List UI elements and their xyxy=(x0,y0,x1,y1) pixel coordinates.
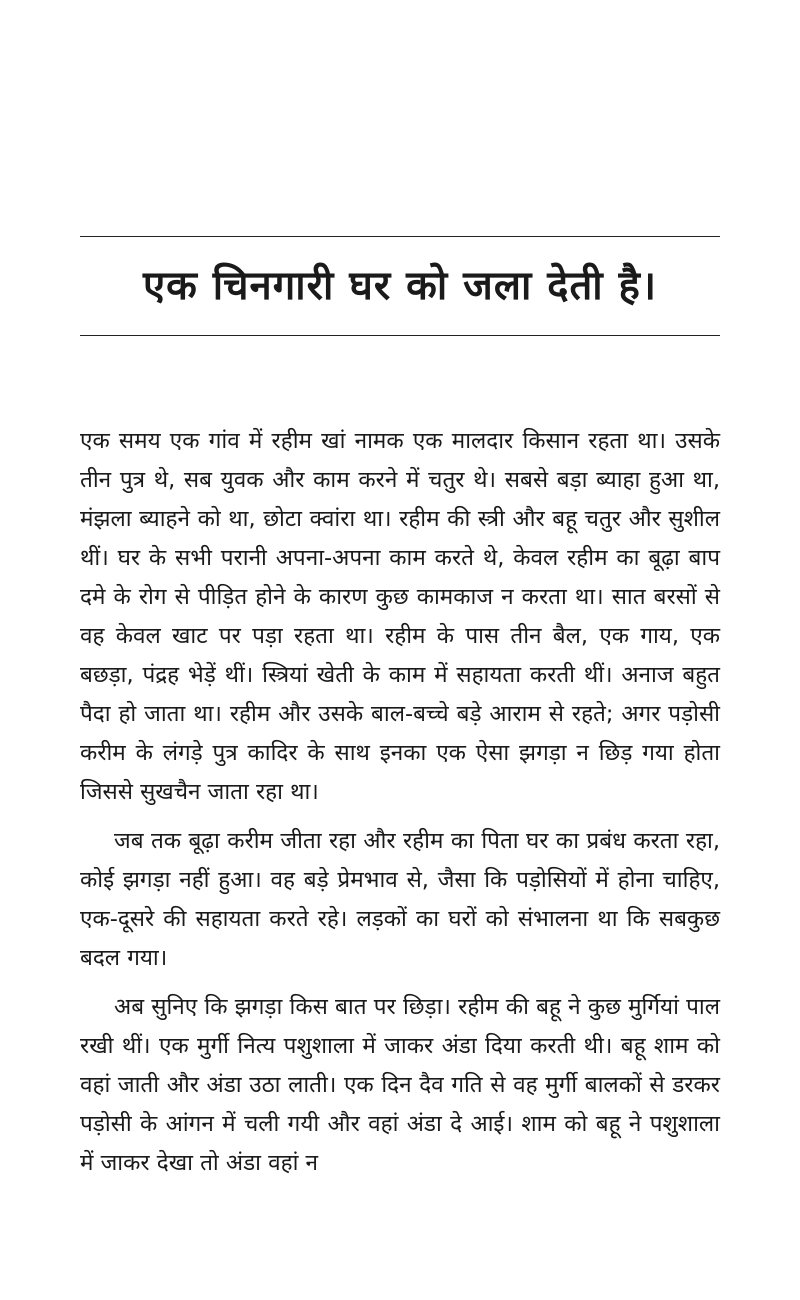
chapter-title: एक चिनगारी घर को जला देती है। xyxy=(143,263,657,309)
paragraph-1: एक समय एक गांव में रहीम खां नामक एक मालदार किसान रहता था। उसके तीन पुत्र थे, सब युवक और काम करने में चतुर थे। सबसे बड़ा ब्याहा हुआ था, मंझला ब्याहने को था, छोटा क्वांरा था। रहीम की स्त्री और बहू चतुर और सुशील थीं। घर के सभी परानी अपना-अपना काम करते थे, केवल रहीम का बूढ़ा बाप दमे के रोग से पीड़ित होने के कारण कुछ कामकाज न करता था। सात बरसों से वह केवल खाट पर पड़ा रहता था। रहीम के पास तीन बैल, एक गाय, एक बछड़ा, पंद्रह भेड़ें थीं। स्त्रियां खेती के काम में सहायता करती थीं। अनाज बहुत पैदा हो जाता था। रहीम और उसके बाल-बच्चे बड़े आराम से रहते; अगर पड़ोसी करीम के लंगड़े पुत्र कादिर के साथ इनका एक ऐसा झगड़ा न छिड़ गया होता जिससे सुखचैन जाता रहा था। xyxy=(80,428,720,805)
paragraph-2: जब तक बूढ़ा करीम जीता रहा और रहीम का पिता घर का प्रबंध करता रहा, कोई झगड़ा नहीं हुआ। वह बड़े प्रेमभाव से, जैसा कि पड़ोसियों में होना चाहिए, एक-दूसरे की सहायता करते रहे। लड़कों का घरों को संभालना था कि सबकुछ बदल गया। xyxy=(80,828,720,971)
title-rule-bottom xyxy=(80,335,720,336)
title-rule-top xyxy=(80,236,720,237)
paragraph-3: अब सुनिए कि झगड़ा किस बात पर छिड़ा। रहीम की बहू ने कुछ मुर्गियां पाल रखी थीं। एक मुर्गी नित्य पशुशाला में जाकर अंडा दिया करती थी। बहू शाम को वहां जाती और अंडा उठा लाती। एक दिन दैव गति से वह मुर्गी बालकों से डरकर पड़ोसी के आंगन में चली गयी और वहां अंडा दे आई। शाम को बहू ने पशुशाला में जाकर देखा तो अंडा वहां न xyxy=(80,994,720,1176)
body-text xyxy=(80,422,720,1193)
